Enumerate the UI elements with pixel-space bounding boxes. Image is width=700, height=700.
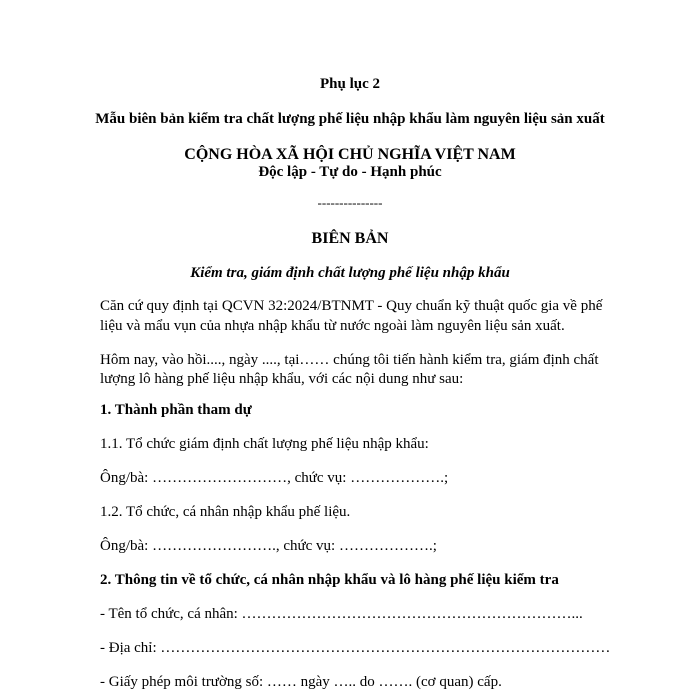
section1-2-person-field: Ông/bà: ……………………., chức vụ: ……………….;: [100, 538, 437, 554]
separator-line: ---------------: [317, 195, 383, 210]
record-title: BIÊN BẢN: [311, 230, 389, 247]
basis-paragraph-line1: Căn cứ quy định tại QCVN 32:2024/BTNMT - Quy chuẩn kỹ thuật quốc gia về phế: [100, 298, 603, 314]
section2-name-field: - Tên tổ chức, cá nhân: …………………………………………………………...: [100, 606, 583, 622]
today-paragraph-line1: Hôm nay, vào hồi...., ngày ...., tại…… chúng tôi tiến hành kiểm tra, giám định chất: [100, 352, 599, 368]
basis-paragraph-line2: liệu và mẩu vụn của nhựa nhập khẩu từ nước ngoài làm nguyên liệu sản xuất.: [100, 318, 565, 334]
section2-address-field: - Địa chỉ: ………………………………………………………………………………: [100, 640, 611, 656]
record-subtitle: Kiểm tra, giám định chất lượng phế liệu nhập khẩu: [190, 265, 510, 281]
appendix-label: Phụ lục 2: [319, 76, 380, 92]
today-paragraph-line2: lượng lô hàng phế liệu nhập khẩu, với các nội dung như sau:: [100, 371, 464, 387]
section1-heading: 1. Thành phần tham dự: [100, 402, 252, 418]
section2-heading: 2. Thông tin về tổ chức, cá nhân nhập khẩu và lô hàng phế liệu kiểm tra: [100, 572, 559, 588]
form-title: Mẫu biên bản kiểm tra chất lượng phế liệu nhập khẩu làm nguyên liệu sản xuất: [95, 111, 605, 127]
national-title: CỘNG HÒA XÃ HỘI CHỦ NGHĨA VIỆT NAM: [184, 146, 516, 163]
section1-1-label: 1.1. Tổ chức giám định chất lượng phế liệu nhập khẩu:: [100, 436, 429, 452]
section2-permit-field: - Giấy phép môi trường số: …… ngày ….. do ……. (cơ quan) cấp.: [100, 674, 502, 690]
motto: Độc lập - Tự do - Hạnh phúc: [258, 164, 442, 180]
section1-2-label: 1.2. Tổ chức, cá nhân nhập khẩu phế liệu.: [100, 504, 351, 520]
section1-1-person-field: Ông/bà: ………………………, chức vụ: ……………….;: [100, 470, 449, 486]
